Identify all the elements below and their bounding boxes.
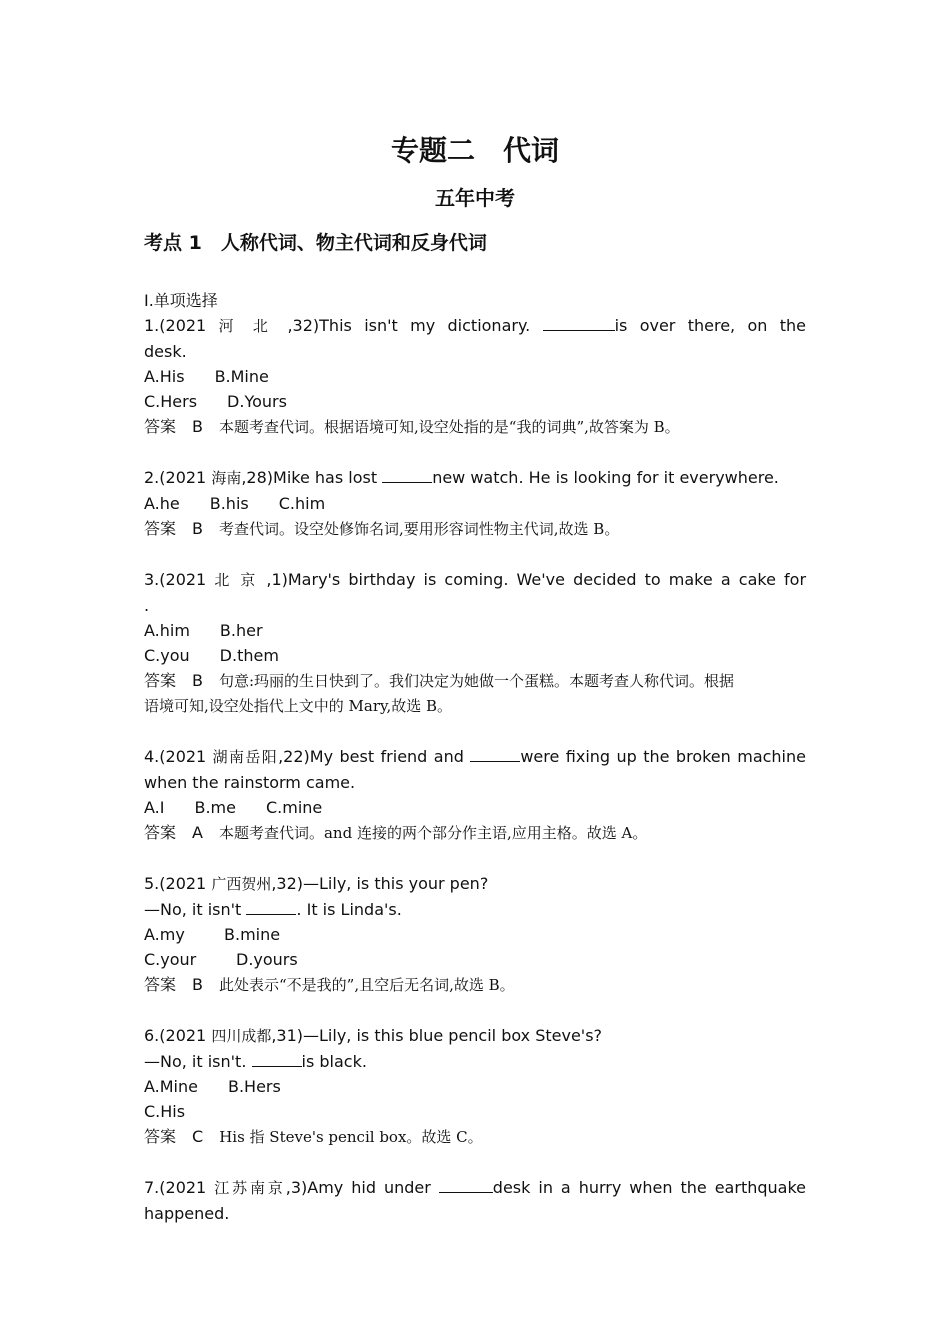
answer-label: 答案 <box>144 1127 177 1146</box>
question-stem: 7.(2021 江苏南京,3)Amy hid under desk in a hurry when the earthquake <box>144 1178 806 1197</box>
question-stem-line2: —No, it isn't . It is Linda's. <box>144 900 402 919</box>
option: B.her <box>219 621 263 640</box>
part-heading: Ⅰ.单项选择 <box>144 291 218 310</box>
options-row <box>144 1074 806 1099</box>
option: C.mine <box>265 798 323 817</box>
options-row <box>144 795 806 820</box>
answer-explanation: 此处表示“不是我的”,且空后无名词,故选 B。 <box>219 976 515 994</box>
answer-label: 答案 <box>144 519 177 538</box>
answer-letter: C <box>192 1127 204 1146</box>
question-stem-line2: when the rainstorm came. <box>144 773 356 792</box>
page-title: 专题二 代词 <box>390 134 559 167</box>
answer-label: 答案 <box>144 823 177 842</box>
answer-blank <box>543 314 615 331</box>
answer-letter: A <box>192 823 203 842</box>
answer-blank <box>439 1176 493 1193</box>
option: A.him <box>144 621 190 640</box>
option: D.yours <box>236 950 298 969</box>
answer-blank <box>246 898 296 915</box>
question-source: 湖南岳阳 <box>212 748 279 766</box>
option: A.His <box>144 367 185 386</box>
question-source: 江苏南京 <box>214 1179 286 1197</box>
option: B.Mine <box>214 367 269 386</box>
question-source: 海南 <box>211 469 242 487</box>
answer-label: 答案 <box>144 417 177 436</box>
option: C.him <box>278 494 326 513</box>
answer-blank <box>382 466 432 483</box>
section-heading: 考点 1 人称代词、物主代词和反身代词 <box>144 232 487 254</box>
option: A.I <box>144 798 165 817</box>
option: A.my <box>144 925 185 944</box>
page-subtitle: 五年中考 <box>435 186 515 210</box>
options-row <box>144 491 806 516</box>
document-page <box>144 128 806 1251</box>
answer-letter: B <box>192 671 203 690</box>
question-stem: 4.(2021 湖南岳阳,22)My best friend and were fixing up the broken machine <box>144 747 806 766</box>
question-5 <box>144 871 806 998</box>
answer-letter: B <box>192 975 203 994</box>
question-stem: 3.(2021 北 京 ,1)Mary's birthday is coming. We've decided to make a cake for <box>144 570 807 589</box>
answer-letter: B <box>192 417 203 436</box>
question-source: 四川成都 <box>211 1027 272 1045</box>
options-row <box>144 364 806 389</box>
answer-explanation: 句意:玛丽的生日快到了。我们决定为她做一个蛋糕。本题考查人称代词。根据 <box>219 672 735 690</box>
answer-line <box>144 820 806 846</box>
answer-label: 答案 <box>144 975 177 994</box>
question-2 <box>144 465 806 542</box>
answer-blank <box>470 745 520 762</box>
question-stem-line2: happened. <box>144 1204 230 1223</box>
answer-label: 答案 <box>144 671 177 690</box>
options-row <box>144 618 806 643</box>
answer-line <box>144 972 806 998</box>
answer-line <box>144 414 806 440</box>
question-1 <box>144 313 806 440</box>
option: B.mine <box>224 925 281 944</box>
answer-letter: B <box>192 519 203 538</box>
option: C.His <box>144 1102 186 1121</box>
question-stem: 6.(2021 四川成都,31)—Lily, is this blue pencil box Steve's? <box>144 1026 603 1045</box>
option: C.your <box>144 950 197 969</box>
options-row <box>144 922 806 947</box>
option: C.you <box>144 646 190 665</box>
options-row <box>144 389 806 414</box>
question-stem-line2: —No, it isn't. is black. <box>144 1052 367 1071</box>
option: B.Hers <box>227 1077 281 1096</box>
question-source: 广西贺州 <box>211 875 272 893</box>
option: B.his <box>209 494 249 513</box>
question-source: 河 北 <box>218 317 276 335</box>
question-stem: 1.(2021 河 北 ,32)This isn't my dictionary. is over there, on the <box>144 316 807 335</box>
question-source: 北 京 <box>214 571 259 589</box>
option: B.me <box>194 798 236 817</box>
answer-line <box>144 1124 806 1150</box>
option: D.them <box>219 646 279 665</box>
option: C.Hers <box>144 392 198 411</box>
answer-blank <box>252 1050 302 1067</box>
answer-explanation: 本题考查代词。根据语境可知,设空处指的是“我的词典”,故答案为 B。 <box>219 418 680 436</box>
answer-line <box>144 668 806 694</box>
question-6 <box>144 1023 806 1150</box>
answer-line <box>144 516 806 542</box>
question-stem: 2.(2021 海南,28)Mike has lost new watch. He is looking for it everywhere. <box>144 468 779 487</box>
option: D.Yours <box>227 392 287 411</box>
question-stem: 5.(2021 广西贺州,32)—Lily, is this your pen? <box>144 874 489 893</box>
question-4 <box>144 744 806 846</box>
option: A.he <box>144 494 180 513</box>
answer-explanation: 考查代词。设空处修饰名词,要用形容词性物主代词,故选 B。 <box>219 520 620 538</box>
options-row <box>144 947 806 972</box>
answer-explanation: 本题考查代词。and 连接的两个部分作主语,应用主格。故选 A。 <box>218 824 648 842</box>
answer-explanation: His 指 Steve's pencil box。故选 C。 <box>219 1128 483 1146</box>
question-3 <box>144 567 806 719</box>
answer-explanation-line2: 语境可知,设空处指代上文中的 Mary,故选 B。 <box>144 697 453 715</box>
option: A.Mine <box>144 1077 198 1096</box>
question-stem-line2: desk. <box>144 342 187 361</box>
question-7 <box>144 1175 806 1226</box>
options-row <box>144 643 806 668</box>
options-row <box>144 1099 806 1124</box>
question-stem-line2: . <box>144 596 150 615</box>
